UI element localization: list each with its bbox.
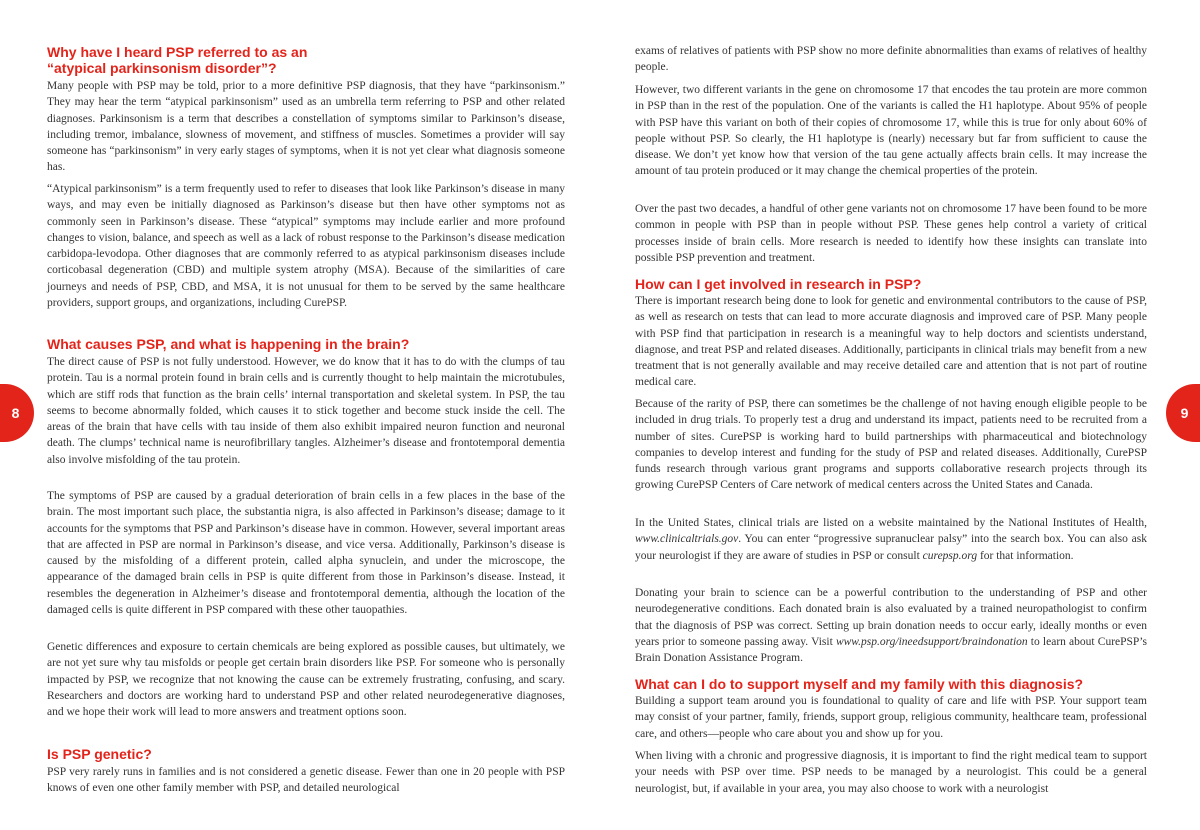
paragraph-gene-variants: Over the past two decades, a handful of other gene variants not on chromosome 17 have been found to be more common in people with PSP than in people without PSP. These genes help control a variety of critical processes inside of brain cells. More research is needed to identify how these insights can translate into possible PSP prevention and treatment. [635,203,1147,264]
curepsp-org-link[interactable]: curepsp.org [922,549,978,562]
paragraph-drug-trials: Because of the rarity of PSP, there can sometimes be the challenge of not having enough eligible people to be included in drug trials. To properly test a drug and understand its impact, patients need to be recruited from a number of sites. CurePSP is working hard to build partnerships with pharmaceutical and biotechnology companies to develop interest and funding for the study of PSP and related diseases. Additionally, CurePSP funds research through various grant programs and supports collaborative research projects through its growing CurePSP Centers of Care network of medical centers across the United States and Canada. [635,398,1147,492]
paragraph-relatives-exams: exams of relatives of patients with PSP show no more definite abnormalities than exams of relatives of healthy people. [635,45,1147,74]
paragraph-symptoms: The symptoms of PSP are caused by a gradual deterioration of brain cells in a few places in the base of the brain. The most important such place, the substantia nigra, is also affected in Parkinson’s disease; damage to it accounts for the symptoms that PSP and Parkinson’s disease have in common. However, several important areas that are affected in PSP are normal in Parkinson’s disease, and vice versa. Additionally, Parkinson’s disease is caused by the misfolding of a different protein, called alpha synuclein, and under the microscope, the appearance of the damaged brain cells in PSP is quite different from those in Parkinson’s disease. Instead, it resembles the degeneration in Alzheimer’s disease and frontotemporal dementia, although the location of the damaged cells is quite different in PSP compared with these other tauopathies. [47,490,565,617]
page-number-right: 9 [1180,405,1189,421]
heading-causes: What causes PSP, and what is happening in the brain? [47,336,410,352]
clinicaltrials-gov-link[interactable]: www.clinicaltrials.gov [635,533,739,546]
paragraph-clinical-trials [635,515,1147,564]
page-number-tab-left [0,384,34,442]
heading-atypical-line1: Why have I heard PSP referred to as an [47,44,308,60]
paragraph-chromosome-17: However, two different variants in the gene on chromosome 17 that encodes the tau protein are more common in PSP than in the rest of the population. One of the variants is called the H1 haplotype. About 95% of people with PSP have this variant on both of their copies of chromosome 17, while this is true for only about 60% of people without PSP. So clearly, the H1 haplotype is (nearly) necessary but far from sufficient to cause the disease. We don’t yet know how that version of the tau gene actually affects brain cells. It may increase the amount of tau protein produced or it may change the chemical properties of the protein. [635,84,1147,178]
heading-research: How can I get involved in research in PSP? [635,276,922,292]
heading-atypical [47,44,565,76]
heading-genetic: Is PSP genetic? [47,746,152,762]
paragraph-families: PSP very rarely runs in families and is not considered a genetic disease. Fewer than one in 20 people with PSP knows of even one other family member with PSP, and detailed neurological [47,766,565,795]
paragraph-research-participation: There is important research being done to look for genetic and environmental contributors to the cause of PSP, as well as research on tests that can lead to more accurate diagnosis and improved care of PSP. Many people with PSP find that participation in research is a meaningful way to help doctors and scientists understand, diagnose, and treat PSP and related diseases. Additionally, participants in clinical trials may benefit from a new treatment that is not generally available and may receive detailed care and attention that is not part of routine medical care. [635,295,1147,389]
paragraph-parkinsonism: Many people with PSP may be told, prior to a more definitive PSP diagnosis, that they have “parkinsonism.” They may hear the term “atypical parkinsonism” used as an umbrella term referring to PSP and other related diagnoses. Parkinsonism is a term that describes a constellation of symptoms similar to Parkinson’s disease, including tremor, imbalance, slowness of movement, and stiffness of muscles. Sometimes a provider will say someone has “parkinsonism” in very early stages of symptoms, when it is not yet clear what diagnosis someone has. [47,80,565,174]
paragraph-genetic-differences: Genetic differences and exposure to certain chemicals are being explored as possible causes, but ultimately, we are not yet sure why tau misfolds or people get certain brain disorders like PSP. For someone who is personally impacted by PSP, we recognize that not knowing the cause can be extremely frustrating, confusing, and scary. Researchers and doctors are working hard to understand PSP and other related neurodegenerative diagnoses, and we hope their work will lead to more answers and treatment options soon. [47,641,565,719]
heading-atypical-line2: “atypical parkinsonism disorder”? [47,60,277,76]
paragraph-support-team: Building a support team around you is foundational to quality of care and life with PSP. Your support team may consist of your partner, family, friends, support group, religious community, healthcare team, professional care, and others—people who care about you and show up for you. [635,695,1147,740]
clinical-trials-text-b: . You can enter “progressive supranuclear palsy” into the search box. You can also ask your neurologist if they are aware of studies in PSP or consult [635,533,1147,562]
paragraph-tau-protein: The direct cause of PSP is not fully understood. However, we do know that it has to do with the clumps of tau protein. Tau is a normal protein found in brain cells and is currently thought to help maintain the microtubules, which are stiff rods that function as the brain cells’ internal transportation and skeletal system. In PSP, the tau seems to become abnormally folded, which causes it to stick together and become stuck inside the cell. The areas of the brain that have cells with tau inside of them also exhibit impaired neuron function and neuronal death. The clumps’ technical name is neurofibrillary tangles. Alzheimer’s disease and frontotemporal dementia also involve misfolding of the tau protein. [47,356,565,466]
clinical-trials-text-a: In the United States, clinical trials are listed on a website maintained by the National Institutes of Health, [635,517,1147,529]
brain-donation-text-b: to learn about CurePSP’s Brain Donation Assistance Program. [635,635,1147,665]
heading-support: What can I do to support myself and my family with this diagnosis? [635,676,1084,692]
page-number-left: 8 [11,405,20,421]
brain-donation-text-a: Donating your brain to science can be a powerful contribution to the understanding of PSP and other neurodegenerative conditions. Each donated brain is also evaluated by a trained neuropathologist to confirm that the diagnosis of PSP was correct. Setting up brain donation needs to occur early, ideally months or even years prior to someone passing away. Visit [635,587,1147,648]
paragraph-atypical-parkinsonism: “Atypical parkinsonism” is a term frequently used to refer to diseases that look like Parkinson’s disease in many ways, and may even be initially diagnosed as Parkinson’s disease but then have other symptoms not as commonly seen in Parkinson’s disease. These “atypical” symptoms may include earlier and more profound changes to vision, balance, and speech as well as a lack of robust response to the Parkinson’s disease medication carbidopa-levodopa. Other diagnoses that are commonly referred to as atypical parkinsonism diseases include corticobasal degeneration (CBD) and multiple system atrophy (MSA). Because of the similarities of care journeys and needs of PSP, CBD, and MSA, it is not unusual for them to be served by the same healthcare providers, support groups, and organizations, including CurePSP. [47,183,565,310]
paragraph-brain-donation [635,585,1147,666]
page-number-tab-right [1166,384,1200,442]
clinical-trials-text-c: for that information. [977,549,1074,562]
brain-donation-link[interactable]: www.psp.org/ineedsupport/braindonation [835,635,1028,648]
paragraph-medical-team: When living with a chronic and progressive diagnosis, it is important to find the right medical team to support your needs with PSP over time. PSP needs to be managed by a neurologist. This could be a general neurologist, but, if available in your area, you may also choose to work with a neurologist [635,750,1147,795]
